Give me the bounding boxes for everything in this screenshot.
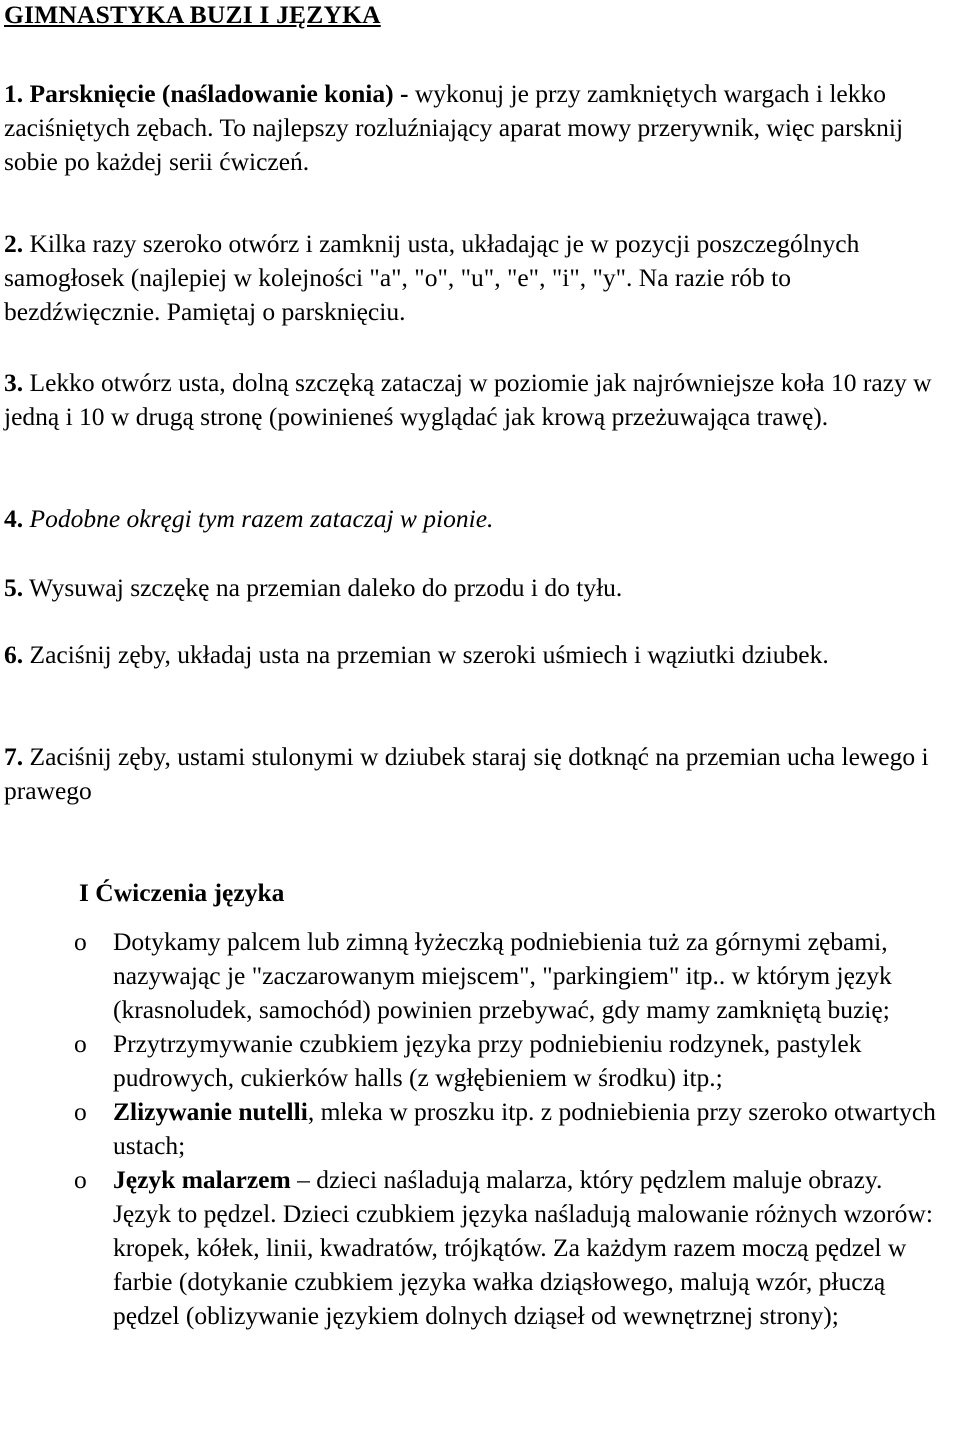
bullet-marker: o <box>74 1165 87 1194</box>
list-item <box>0 925 952 1027</box>
list-item-text: Dotykamy palcem lub zimną łyżeczką podniebienia tuż za górnymi zębami, nazywając je "zaczarowanym miejscem", "parkingiem" itp.. w którym język (krasnoludek, samochód) powinien przebywać, gdy mamy zamkniętą buzię; <box>113 927 892 1024</box>
exercise-4 <box>4 502 952 536</box>
exercise-text: Kilka razy szeroko otwórz i zamknij usta, układając je w pozycji poszczególnych samogłosek (najlepiej w kolejności "a", "o", "u", "e", "i", "y". Na razie rób to bezdźwięcznie. Pamiętaj o parsknięciu. <box>4 229 860 326</box>
exercise-5 <box>4 571 952 605</box>
list-item-text: Przytrzymywanie czubkiem języka przy podniebieniu rodzynek, pastylek pudrowych, cukierków halls (z wgłębieniem w środku) itp.; <box>113 1029 862 1092</box>
list-item <box>0 1095 952 1163</box>
exercise-number: 2. <box>4 229 24 258</box>
exercise-number: 7. <box>4 742 24 771</box>
exercise-number: 4. <box>4 504 24 533</box>
exercise-number: 3. <box>4 368 24 397</box>
exercise-text: Zaciśnij zęby, układaj usta na przemian w szeroki uśmiech i wąziutki dziubek. <box>23 640 829 669</box>
bullet-marker: o <box>74 1097 87 1126</box>
list-item-text: , mleka w proszku itp. z podniebienia przy szeroko otwartych ustach; <box>113 1097 936 1160</box>
exercise-number: 5. <box>4 573 24 602</box>
exercise-text: Zaciśnij zęby, ustami stulonymi w dziubek staraj się dotknąć na przemian ucha lewego i prawego <box>4 742 929 805</box>
exercise-6 <box>4 638 952 672</box>
exercise-3 <box>4 366 952 434</box>
exercise-7 <box>4 740 952 808</box>
list-item-text: – dzieci naśladują malarza, który pędzlem maluje obrazy. Język to pędzel. Dzieci czubkiem języka naśladują malowanie różnych wzorów: <box>113 1165 933 1228</box>
list-item <box>0 1027 952 1095</box>
document-title: GIMNASTYKA BUZI I JĘZYKA <box>4 0 381 29</box>
exercise-text: wykonuj je przy zamkniętych wargach i lekko zaciśniętych zębach. To najlepszy rozluźniający aparat mowy przerywnik, więc parsknij sobie po każdej serii ćwiczeń. <box>4 79 904 176</box>
exercise-lead: Parsknięcie (naśladowanie konia) - <box>23 79 415 108</box>
list-item-lead: Zlizywanie nutelli <box>113 1097 308 1126</box>
exercise-1 <box>4 77 952 179</box>
section-title: I Ćwiczenia języka <box>79 878 285 907</box>
list-item-text-continued: kropek, kółek, linii, kwadratów, trójkątów. Za każdym razem moczą pędzel w farbie (dotykanie czubkiem języka wałka dziąsłowego, malują wzór, płuczą pędzel (oblizywanie językiem dolnych dziąseł od wewnętrznej strony); <box>113 1233 907 1330</box>
list-item <box>0 1163 952 1333</box>
bullet-marker: o <box>74 927 87 956</box>
exercise-text: Podobne okręgi tym razem zataczaj w pionie. <box>23 504 494 533</box>
exercise-text: Wysuwaj szczękę na przemian daleko do przodu i do tyłu. <box>23 573 623 602</box>
exercise-number: 1. <box>4 79 24 108</box>
tongue-exercise-list <box>0 925 952 1333</box>
exercise-number: 6. <box>4 640 24 669</box>
exercise-2 <box>4 227 952 329</box>
exercise-text: Lekko otwórz usta, dolną szczęką zataczaj w poziomie jak najrówniejsze koła 10 razy w jedną i 10 w drugą stronę (powinieneś wyglądać jak krową przeżuwająca trawę). <box>4 368 932 431</box>
list-item-lead: Język malarzem <box>113 1165 291 1194</box>
bullet-marker: o <box>74 1029 87 1058</box>
